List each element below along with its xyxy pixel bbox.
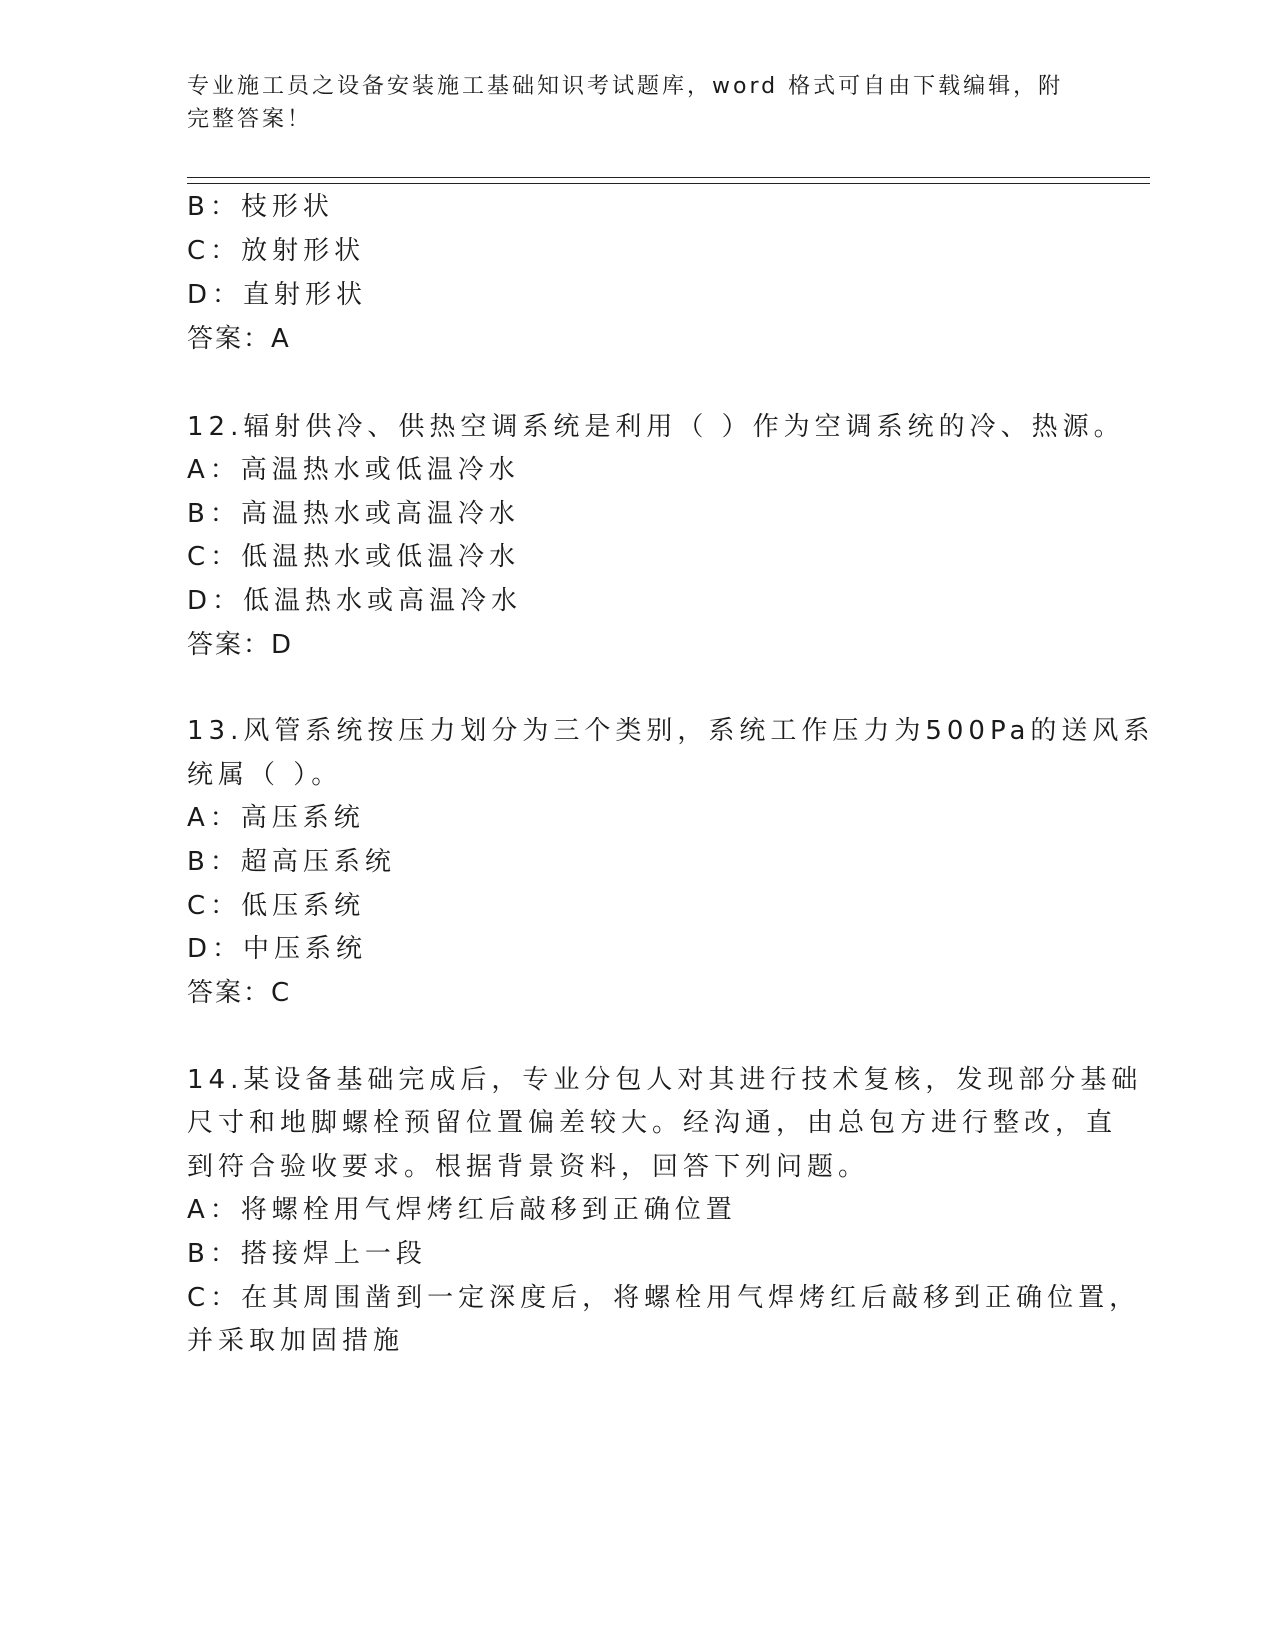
q13-option-c: C：低压系统 bbox=[187, 891, 366, 921]
q11-option-b: B：枝形状 bbox=[187, 192, 334, 222]
q13-stem-line1: 13.风管系统按压力划分为三个类别，系统工作压力为500Pa的送风系 bbox=[187, 716, 1155, 746]
q13-stem-line2: 统属（ ）。 bbox=[187, 760, 343, 790]
q11-option-c: C：放射形状 bbox=[187, 236, 366, 266]
q11-answer: 答案：A bbox=[187, 324, 291, 354]
q13-option-d: D：中压系统 bbox=[187, 934, 368, 964]
document-header: 专业施工员之设备安装施工基础知识考试题库，word 格式可自由下载编辑，附完整答案！ bbox=[187, 74, 1064, 132]
q14-option-a: A：将螺栓用气焊烤红后敲移到正确位置 bbox=[187, 1195, 737, 1225]
q12-option-b: B：高温热水或高温冷水 bbox=[187, 499, 520, 529]
q12-option-c: C：低温热水或低温冷水 bbox=[187, 542, 521, 572]
q12-option-a: A：高温热水或低温冷水 bbox=[187, 455, 520, 485]
q12-answer: 答案：D bbox=[187, 630, 294, 660]
q11-option-d: D：直射形状 bbox=[187, 280, 368, 310]
q14-stem-line3: 到符合验收要求。根据背景资料，回答下列问题。 bbox=[187, 1152, 870, 1182]
q14-option-c-line2: 并采取加固措施 bbox=[187, 1326, 405, 1356]
q12-option-d: D：低温热水或高温冷水 bbox=[187, 586, 523, 616]
q12-stem: 12.辐射供冷、供热空调系统是利用（ ）作为空调系统的冷、热源。 bbox=[187, 412, 1125, 442]
header-rule-top bbox=[187, 177, 1150, 178]
q14-stem-line1: 14.某设备基础完成后，专业分包人对其进行技术复核，发现部分基础 bbox=[187, 1065, 1143, 1095]
q13-option-b: B：超高压系统 bbox=[187, 847, 396, 877]
q14-option-b: B：搭接焊上一段 bbox=[187, 1239, 427, 1269]
header-rule-bottom bbox=[187, 183, 1150, 184]
q14-option-c-line1: C：在其周围凿到一定深度后，将螺栓用气焊烤红后敲移到正确位置， bbox=[187, 1283, 1141, 1313]
q13-answer: 答案：C bbox=[187, 978, 292, 1008]
q14-stem-line2: 尺寸和地脚螺栓预留位置偏差较大。经沟通，由总包方进行整改，直 bbox=[187, 1108, 1118, 1138]
q13-option-a: A：高压系统 bbox=[187, 803, 365, 833]
